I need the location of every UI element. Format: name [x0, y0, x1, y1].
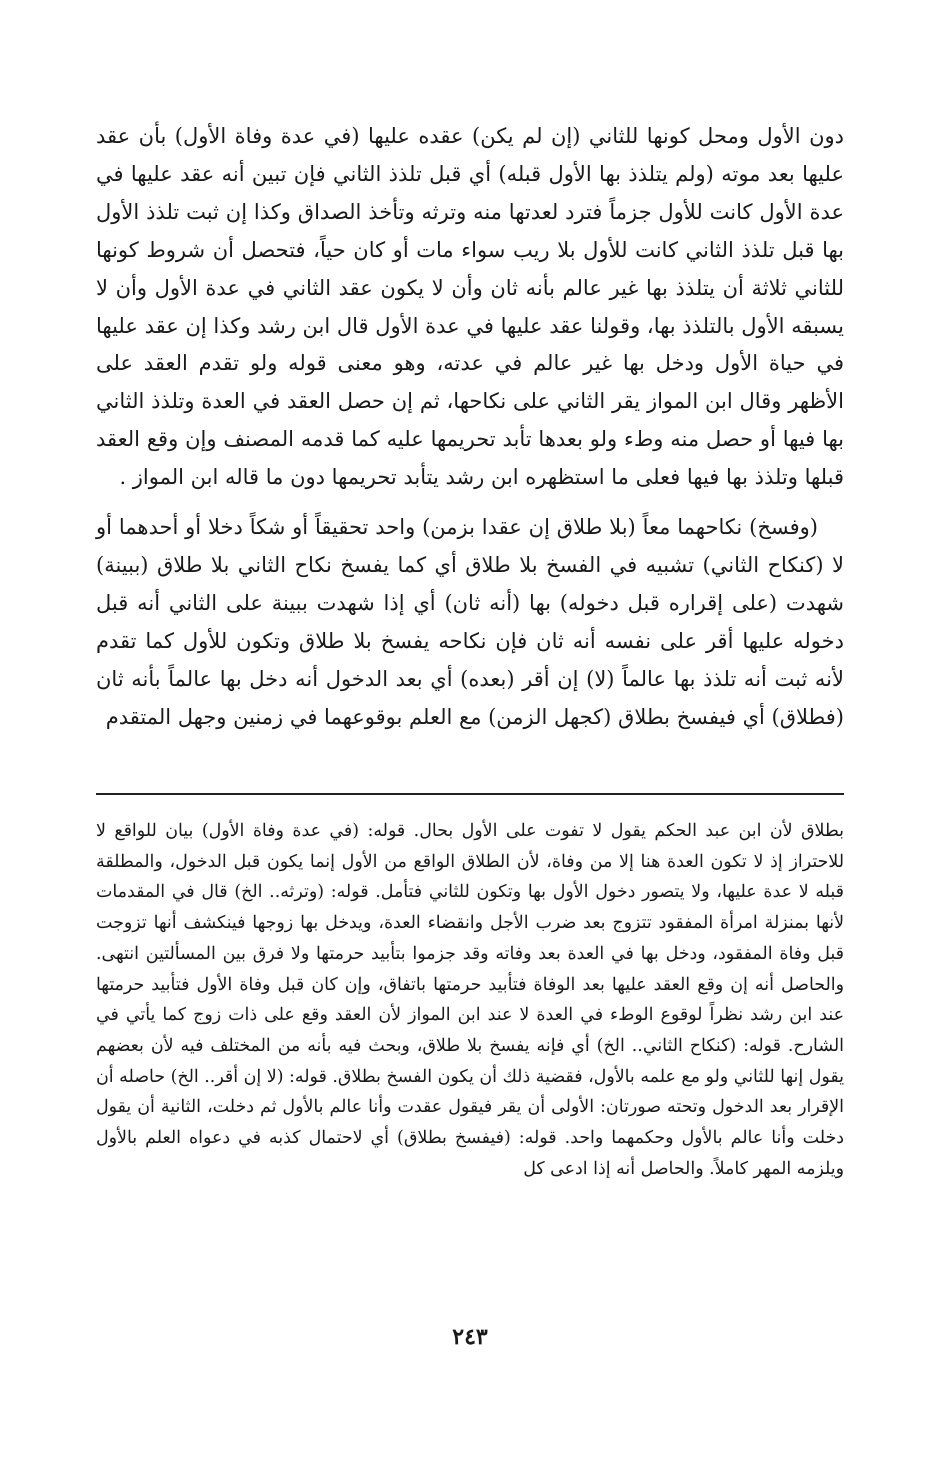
book-page: [96, 118, 844, 1418]
footnote-divider: [96, 793, 844, 795]
main-text: [96, 118, 844, 737]
main-paragraph-1: دون الأول ومحل كونها للثاني (إن لم يكن) عقده عليها (في عدة وفاة الأول) بأن عقد عليها بعد موته (ولم يتلذذ بها الأول قبله) أي قبل تلذذ الثاني فإن تبين أنه عقد عليها في عدة الأول كانت للأول جزماً فترد لعدتها منه وترثه وتأخذ الصداق وكذا إن ثبت تلذذ الأول بها قبل تلذذ الثاني كانت للأول بلا ريب سواء مات أو كان حياً، فتحصل أن شروط كونها للثاني ثلاثة أن يتلذذ بها غير عالم بأنه ثان وأن لا يكون عقد الثاني في عدة الأول وأن لا يسبقه الأول بالتلذذ بها، وقولنا عقد عليها في عدة الأول قال ابن رشد وكذا إن عقد عليها في حياة الأول ودخل بها غير عالم في عدته، وهو معنى قوله ولو تقدم العقد على الأظهر وقال ابن المواز يقر الثاني على نكاحها، ثم إن حصل العقد في العدة وتلذذ الثاني بها فيها أو حصل منه وطء ولو بعدها تأبد تحريمها عليه كما قدمه المصنف وإن وقع العقد قبلها وتلذذ بها فيها فعلى ما استظهره ابن رشد يتأبد تحريمها دون ما قاله ابن المواز .: [96, 124, 844, 490]
footnote-section: [96, 816, 844, 1184]
main-paragraph-2: (وفسخ) نكاحهما معاً (بلا طلاق إن عقدا بزمن) واحد تحقيقاً أو شكاً دخلا أو أحدهما أو لا (كنكاح الثاني) تشبيه في الفسخ بلا طلاق أي كما يفسخ نكاح الثاني بلا طلاق (ببينة) شهدت (على إقراره قبل دخوله) بها (أنه ثان) أي إذا شهدت ببينة على الثاني أنه قبل دخوله عليها أقر على نفسه أنه ثان فإن نكاحه يفسخ بلا طلاق وتكون للأول كما تقدم لأنه ثبت أنه تلذذ بها عالماً (لا) إن أقر (بعده) أي بعد الدخول أنه دخل بها عالماً بأنه ثان (فطلاق) أي فيفسخ بطلاق (كجهل الزمن) مع العلم بوقوعهما في زمنين وجهل المتقدم: [96, 515, 844, 729]
page-number: ٢٤٣: [452, 1324, 488, 1350]
footnote-text: بطلاق لأن ابن عبد الحكم يقول لا تفوت على الأول بحال. قوله: (في عدة وفاة الأول) بيان للواقع لا للاحتراز إذ لا تكون العدة هنا إلا من وفاة، لأن الطلاق الواقع من الأول إنما يكون قبل الدخول، والمطلقة قبله لا عدة عليها، ولا يتصور دخول الأول بها وتكون للثاني فتأمل. قوله: (وترثه.. الخ) قال في المقدمات لأنها بمنزلة امرأة المفقود تتزوج بعد ضرب الأجل وانقضاء العدة، ويدخل بها زوجها فينكشف أنها تزوجت قبل وفاة المفقود، ودخل بها في العدة بعد وفاته وقد جزموا بتأبيد حرمتها ولا فرق بين المسألتين انتهى. والحاصل أنه إن وقع العقد عليها بعد الوفاة فتأبيد حرمتها باتفاق، وإن كان قبل وفاة الأول فتأبيد حرمتها عند ابن رشد نظراً لوقوع الوطء في العدة لا عند ابن المواز لأن العقد وقع على ذات زوج كما يأتي في الشارح. قوله: (كنكاح الثاني.. الخ) أي فإنه يفسخ بلا طلاق، وبحث فيه بأنه من المختلف فيه لأن بعضهم يقول إنها للثاني ولو مع علمه بالأول، فقضية ذلك أن يكون الفسخ بطلاق. قوله: (لا إن أقر.. الخ) حاصله أن الإقرار بعد الدخول وتحته صورتان: الأولى أن يقر فيقول عقدت وأنا عالم بالأول ثم دخلت، الثانية أن يقول دخلت وأنا عالم بالأول وحكمهما واحد. قوله: (فيفسخ بطلاق) أي لاحتمال كذبه في دعواه العلم بالأول ويلزمه المهر كاملاً. والحاصل أنه إذا ادعى كل: [96, 821, 844, 1179]
